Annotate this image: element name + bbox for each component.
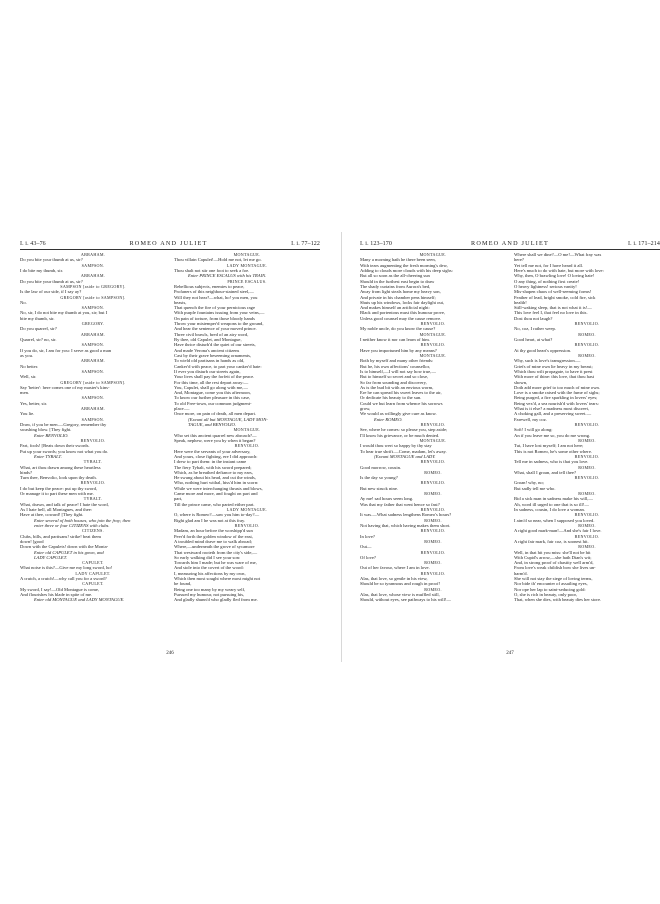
- head-left-ref: I. i. 43–76: [20, 241, 46, 247]
- verse-line: As is the bud bit with an envious worm,: [360, 384, 434, 390]
- verse-line: Profaners of this neighbour-stained steel,—: [174, 289, 254, 295]
- verse-line: Being one too many by my weary self,: [174, 586, 246, 592]
- verse-line: down! [good: [20, 538, 44, 544]
- verse-line: Is to himself,—I will not say how true,—: [360, 368, 436, 374]
- speaker-name: SAMPSON.: [81, 395, 105, 401]
- verse-line: Do you bite your thumb at us, sir?: [20, 257, 83, 263]
- verse-line: Or manage it to part these men with me.: [20, 491, 94, 497]
- text-columns: [20, 252, 320, 603]
- verse-line: And gladly shunn'd who gladly fled from me.: [174, 597, 258, 603]
- verse-line: In sadness, cousin, I do love a woman.: [514, 507, 585, 512]
- verse-line: Still-waking sleep, that is not what it is!—: [514, 305, 592, 311]
- speaker-name: CAPULET.: [82, 581, 104, 587]
- verse-line: A choking gall, and a preserving sweet.—: [514, 411, 592, 417]
- verse-line: I, measuring his affections by my own,: [174, 570, 246, 576]
- verse-line: Speak, nephew, were you by when it began?: [174, 437, 256, 443]
- speaker-name: BENVOLIO.: [80, 480, 106, 486]
- verse-line: This is not Romeo, he's some other where.: [514, 448, 593, 454]
- verse-line: Why, then, O brawling love! O loving hate!: [514, 273, 595, 279]
- speaker-name: ROMEO.: [578, 464, 596, 470]
- column-2: [514, 252, 660, 603]
- verse-line: Where shall we dine?—O me!—What fray was: [514, 252, 602, 257]
- speaker-name: ROMEO.: [424, 560, 442, 566]
- verse-line: here?: [514, 257, 524, 263]
- head-title: ROMEO AND JULIET: [129, 240, 208, 247]
- verse-line: Out—: [360, 544, 372, 550]
- verse-line: If you do, sir, I am for you: I serve as good a man: [20, 347, 112, 353]
- verse-line: Should be so tyrannous and rough in proof!: [360, 581, 440, 587]
- verse-line: But sadly tell me who.: [514, 485, 556, 491]
- verse-line: To wield old partisans in hands as old,: [174, 358, 245, 364]
- verse-line: be found,: [174, 581, 192, 587]
- verse-line: Doth add more grief to too much of mine own.: [514, 384, 600, 390]
- verse-line: Who, nothing hurt withal, hiss'd him in scorn:: [174, 480, 259, 486]
- verse-line: Once more, on pain of death, all men depart.: [174, 411, 257, 417]
- verse-line: Alas, that love, so gentle in his view,: [360, 576, 428, 582]
- verse-line: Here were the servants of your adversary,: [174, 448, 251, 454]
- verse-line: Quarrel, sir? no, sir.: [20, 337, 57, 342]
- verse-line: Where,—underneath the grove of sycamore: [174, 544, 255, 550]
- speaker-name: CITIZENS.: [82, 528, 104, 534]
- speaker-name: BENVOLIO.: [574, 321, 600, 327]
- verse-line: Have at thee, coward! [They fight.: [20, 512, 84, 518]
- speaker-name: ROMEO.: [424, 469, 442, 475]
- verse-line: You lie.: [20, 411, 35, 417]
- verse-line: So early walking did I see your son:: [174, 554, 241, 560]
- speaker-name: SAMPSON.: [81, 262, 105, 268]
- verse-line: as you.: [20, 352, 34, 358]
- verse-line: Part, fools! [Beats down their swords.: [20, 443, 90, 449]
- verse-line: Unless good counsel may the cause remove.: [360, 315, 442, 321]
- verse-line: Out of her favour, where I am in love.: [360, 565, 430, 571]
- verse-line: No better.: [20, 363, 39, 369]
- verse-line: And, Montague, come you this afternoon,: [174, 390, 251, 396]
- verse-line: To hear true shrift.—Come, madam, let's away.: [360, 448, 447, 454]
- verse-line: Have you importuned him by any means?: [360, 347, 437, 353]
- speaker-name: LADY MONTAGUE.: [226, 262, 268, 268]
- speaker-name: BENVOLIO.: [574, 342, 600, 348]
- verse-line: By thee, old Capulet, and Montague,: [174, 337, 242, 342]
- verse-line: So far from sounding and discovery,: [360, 379, 427, 385]
- verse-line: With Cupid's arrow,—she hath Dian's wit;: [514, 554, 592, 560]
- speaker-name: ROMEO.: [578, 522, 596, 528]
- verse-line: Or dedicate his beauty to the sun.: [360, 395, 422, 401]
- stage-direction: Enter old CAPULET in his gown, and: [34, 549, 104, 555]
- verse-line: Good heart, at what?: [514, 337, 553, 342]
- speaker-name: ROMEO.: [578, 352, 596, 358]
- verse-line: Clubs, bills, and partisans! strike! beat them: [20, 533, 101, 539]
- stage-direction: Enter TYBALT.: [34, 453, 62, 459]
- head-left-ref: I. i. 123–170: [360, 241, 392, 247]
- stage-direction: [Exeunt MONTAGUE and LADY.: [374, 453, 436, 459]
- verse-line: I aim'd so near, when I supposed you loved.: [514, 517, 595, 523]
- stage-direction: Enter several of both houses, who join the fray; then: [34, 517, 131, 523]
- verse-line: Rebellious subjects, enemies to peace,: [174, 283, 245, 289]
- verse-line: Bid a sick man in sadness make his will,—: [514, 496, 593, 502]
- head-right-ref: I. i. 77–122: [291, 241, 320, 247]
- verse-line: Being purged, a fire sparkling in lovers' eyes;: [514, 395, 598, 401]
- verse-line: With tears augmenting the fresh morning's dew,: [360, 262, 448, 268]
- verse-line: Three civil brawls, bred of an airy word,: [174, 331, 249, 337]
- verse-line: Do you quarrel, sir?: [20, 326, 57, 332]
- speaker-name: BENVOLIO.: [420, 321, 446, 327]
- verse-line: grow,: [360, 406, 371, 412]
- speaker-name: BENVOLIO.: [420, 459, 446, 465]
- verse-line: But all so soon as the all-cheering sun: [360, 273, 430, 279]
- verse-line: Soft! I will go along:: [514, 427, 553, 433]
- stage-direction: TAGUE, and BENVOLIO.: [188, 422, 237, 427]
- verse-line: It was.—What sadness lengthens Romeo's hours?: [360, 512, 452, 518]
- verse-line: Mis-shapen chaos of well-seeming forms!: [514, 289, 592, 295]
- verse-line: beasts,: [174, 299, 187, 305]
- verse-line: Yes, better, sir.: [20, 400, 48, 406]
- speaker-name: TYBALT.: [83, 496, 103, 502]
- verse-line: Tut, I have lost myself; I am not here;: [514, 443, 584, 449]
- verse-line: What noise is this?—Give me my long sword, ho!: [20, 565, 113, 571]
- verse-line: A troubled mind drave me to walk abroad;: [174, 538, 252, 544]
- speaker-name: BENVOLIO.: [574, 475, 600, 481]
- verse-line: Is the law of our side, if I say ay?: [20, 289, 82, 295]
- verse-line: Groan! why, no;: [514, 480, 544, 486]
- stage-direction: Enter BENVOLIO.: [34, 432, 69, 438]
- verse-line: place.—: [174, 406, 190, 412]
- verse-line: part,: [174, 496, 183, 502]
- speaker-name: BENVOLIO.: [420, 528, 446, 534]
- verse-line: Ay me! sad hours seem long.: [360, 496, 414, 502]
- verse-line: Ah, word ill urged to one that is so ill!—: [514, 501, 589, 507]
- verse-line: A crutch, a crutch!—why call you for a sword?: [20, 576, 107, 582]
- speaker-name: MONTAGUE.: [419, 252, 447, 257]
- speaker-name: ABRAHAM.: [80, 406, 106, 412]
- speaker-name: ROMEO.: [424, 586, 442, 592]
- verse-line: But he, his own affections' counsellor,: [360, 363, 431, 369]
- speaker-name: SAMPSON [aside to GREGORY].: [60, 283, 126, 289]
- verse-line: With purple fountains issuing from your veins,—: [174, 310, 265, 316]
- verse-line: Turn thee, Benvolio, look upon thy death.: [20, 475, 97, 481]
- verse-line: I do bite my thumb, sir.: [20, 267, 64, 273]
- column-1: [360, 252, 506, 603]
- speaker-name: BENVOLIO.: [420, 480, 446, 486]
- speaker-name: ABRAHAM.: [80, 331, 106, 337]
- verse-line: O heavy lightness! serious vanity!: [514, 283, 577, 289]
- verse-line: Say 'better': here comes one of my master's kins-: [20, 384, 110, 390]
- verse-line: And makes himself an artificial night:: [360, 305, 430, 311]
- verse-line: To know our further pleasure in this case,: [174, 395, 251, 401]
- verse-line: The shady curtains from Aurora's bed,: [360, 283, 431, 289]
- left-page: [20, 240, 320, 658]
- verse-line: Till the prince came, who parted either part.: [174, 501, 255, 507]
- speaker-name: ABRAHAM.: [80, 252, 106, 257]
- right-page: [360, 240, 660, 658]
- verse-line: Good morrow, cousin.: [360, 464, 402, 470]
- speaker-name: ROMEO.: [578, 491, 596, 497]
- verse-line: bite my thumb, sir.: [20, 315, 55, 321]
- running-head: [360, 240, 660, 250]
- speaker-name: ROMEO.: [424, 538, 442, 544]
- speaker-name: BENVOLIO.: [234, 443, 260, 449]
- verse-line: Your lives shall pay the forfeit of the peace.: [174, 374, 255, 380]
- verse-line: Do you bite your thumb at us, sir?: [20, 278, 83, 284]
- verse-line: And flourishes his blade in spite of me.: [20, 592, 93, 597]
- speaker-name: BENVOLIO.: [420, 570, 446, 576]
- verse-line: You, Capulet, shall go along with me,—: [174, 384, 248, 390]
- speaker-name: SAMPSON.: [81, 305, 105, 311]
- speaker-name: SAMPSON.: [81, 368, 105, 374]
- speaker-name: TYBALT.: [83, 459, 103, 465]
- speaker-name: BENVOLIO.: [574, 453, 600, 459]
- speaker-name: BENVOLIO.: [420, 549, 446, 555]
- verse-line: Which then most sought where most might not: [174, 576, 261, 582]
- verse-line: With more of thine: this love, that thou hast: [514, 374, 595, 380]
- verse-line: Who set this ancient quarrel new abroach?—: [174, 432, 257, 438]
- head-right-ref: I. i. 171–214: [628, 241, 660, 247]
- verse-line: No, coz, I rather weep.: [514, 326, 556, 332]
- verse-line: Thou villain Capulet!—Hold me not, let me go.: [174, 257, 262, 263]
- verse-line: But new struck nine.: [360, 485, 399, 491]
- verse-line: The fiery Tybalt, with his sword prepared;: [174, 464, 252, 470]
- verse-line: Is the day so young?: [360, 475, 398, 481]
- verse-line: But to himself so secret and so close,: [360, 374, 429, 380]
- verse-line: That quench the fire of your pernicious rage: [174, 305, 255, 311]
- speaker-name: GREGORY [aside to SAMPSON].: [60, 379, 126, 385]
- verse-line: At thy good heart's oppression.: [514, 347, 572, 353]
- speaker-name: MONTAGUE.: [233, 427, 261, 433]
- verse-line: Towards him I made; but he was ware of me,: [174, 560, 257, 566]
- speaker-name: GREGORY.: [81, 321, 105, 327]
- verse-line: Well, in that hit you miss: she'll not be hit: [514, 549, 591, 555]
- verse-line: Which thou wilt propagate, to have it prest: [514, 368, 593, 374]
- verse-line: Farewell, my coz.: [514, 416, 547, 422]
- verse-line: I would thou wert so happy by thy stay: [360, 443, 432, 449]
- verse-line: And private in his chamber pens himself;: [360, 294, 436, 300]
- speaker-name: CAPULET.: [82, 560, 104, 566]
- verse-line: And stole into the covert of the wood:: [174, 565, 244, 571]
- verse-line: Both by myself and many other friends:: [360, 358, 434, 364]
- verse-line: No.: [20, 299, 27, 305]
- speaker-name: BENVOLIO.: [420, 342, 446, 348]
- verse-line: A right good mark-man!—And she's fair I love.: [514, 528, 602, 534]
- head-title: ROMEO AND JULIET: [471, 240, 549, 247]
- verse-line: I neither know it nor can learn of him.: [360, 337, 431, 342]
- speaker-name: MONTAGUE.: [419, 331, 447, 337]
- verse-line: O, she is rich in beauty, only poor,: [514, 592, 578, 597]
- verse-line: In love?: [360, 533, 375, 539]
- speaker-name: BENVOLIO.: [80, 437, 106, 443]
- verse-line: See, where he comes: so please you, step aside;: [360, 427, 448, 433]
- speaker-name: PRINCE ESCALUS.: [227, 278, 267, 284]
- verse-line: What, drawn, and talk of peace! I hate the word,: [20, 501, 109, 507]
- verse-line: Tell me in sadness, who is that you love.: [514, 459, 589, 465]
- verse-line: Of love?: [360, 554, 376, 560]
- verse-line: From love's weak childish bow she lives un-: [514, 565, 596, 571]
- page-number: 246: [166, 651, 174, 656]
- verse-line: If ever you disturb our streets again,: [174, 368, 241, 374]
- verse-line: What, art thou drawn among these heartless: [20, 464, 101, 470]
- speaker-name: LADY CAPULET.: [75, 570, 111, 576]
- column-1: [20, 252, 166, 603]
- speaker-name: ABRAHAM.: [80, 273, 106, 279]
- verse-line: Canker'd with peace, to part your canker'd hate:: [174, 363, 262, 369]
- verse-line: I do but keep the peace: put up thy sword,: [20, 485, 98, 491]
- speaker-name: MONTAGUE.: [419, 352, 447, 358]
- speaker-name: BENVOLIO.: [234, 522, 260, 528]
- verse-line: harm'd.: [514, 570, 528, 576]
- speaker-name: ROMEO.: [578, 544, 596, 550]
- verse-line: No, sir, I do not bite my thumb at you, sir; but I: [20, 310, 108, 316]
- verse-line: And made Verona's ancient citizens: [174, 347, 240, 353]
- verse-line: shown,: [514, 379, 528, 385]
- verse-line: Being vex'd, a sea nourish'd with lovers' tears:: [514, 400, 599, 406]
- stage-direction: LADY CAPULET.: [34, 554, 68, 560]
- stage-direction: Enter ROMEO.: [374, 416, 403, 422]
- verse-line: Draw, if you be men.—Gregory, remember thy: [20, 422, 107, 427]
- verse-line: Madam, an hour before the worshipp'd sun: [174, 528, 253, 534]
- verse-line: My sword, I say!—Old Montague is come,: [20, 586, 100, 592]
- verse-line: A right fair mark, fair coz, is soonest hit.: [514, 538, 589, 544]
- verse-line: Have thrice disturb'd the quiet of our streets,: [174, 342, 256, 348]
- speaker-name: ABRAHAM.: [80, 358, 106, 364]
- speaker-name: GREGORY [aside to SAMPSON].: [60, 294, 126, 300]
- verse-line: Thou shalt not stir one foot to seek a foe.: [174, 267, 250, 273]
- text-columns: [360, 252, 660, 603]
- verse-line: Was that my father that went hence so fast?: [360, 501, 440, 507]
- verse-line: This love feel I, that feel no love in this.: [514, 310, 588, 316]
- verse-line: Why, such is love's transgression.—: [514, 358, 581, 364]
- verse-line: Nor ope her lap to saint-seducing gold:: [514, 586, 586, 592]
- verse-line: Nor bide th' encounter of assailing eyes,: [514, 581, 588, 587]
- speaker-name: BENVOLIO.: [574, 422, 600, 427]
- verse-line: Black and portentous must this humour prove,: [360, 310, 446, 316]
- verse-line: Griefs of mine own lie heavy in my breast;: [514, 363, 593, 369]
- verse-line: Shuts up his windows, locks fair daylight out,: [360, 299, 445, 305]
- verse-line: health!: [514, 299, 527, 305]
- speaker-name: BENVOLIO.: [574, 533, 600, 539]
- column-2: [174, 252, 320, 603]
- stage-direction: enter three or four CITIZENS with clubs.: [34, 522, 110, 528]
- verse-line: That, when she dies, with beauty dies her store.: [514, 597, 602, 603]
- verse-line: For this time, all the rest depart away:—: [174, 379, 249, 385]
- verse-line: Which, as he breathed defiance to my ears,: [174, 469, 253, 475]
- speaker-name: BENVOLIO.: [420, 422, 446, 427]
- verse-line: Came more and more, and fought on part and: [174, 491, 258, 497]
- verse-line: Ere he can spread his sweet leaves to the air,: [360, 390, 442, 396]
- verse-line: Pursued my humour, not pursuing his,: [174, 592, 245, 597]
- verse-line: men.: [20, 390, 30, 396]
- verse-line: Not having that, which having makes them short.: [360, 522, 451, 528]
- verse-line: Love is a smoke raised with the fume of sighs;: [514, 390, 600, 396]
- verse-line: Peer'd forth the golden window of the east,: [174, 533, 253, 539]
- verse-line: Adding to clouds more clouds with his deep sighs:: [360, 267, 453, 273]
- speaker-name: MONTAGUE.: [233, 252, 261, 257]
- verse-line: O any thing, of nothing first create!: [514, 278, 580, 284]
- verse-line: What, shall I groan, and tell thee?: [514, 469, 576, 475]
- verse-line: Down with the Capulets! down with the Monta-: [20, 544, 109, 550]
- stage-direction: Enter old MONTAGUE and LADY MONTAGUE.: [34, 597, 125, 603]
- verse-line: Well, sir.: [20, 374, 37, 380]
- verse-line: An if you leave me so, you do me wrong.: [514, 432, 591, 438]
- verse-line: Dost thou not laugh?: [514, 315, 553, 321]
- verse-line: Throw your mistemper'd weapons to the ground,: [174, 321, 264, 327]
- verse-line: While we were interchanging thrusts and blows,: [174, 485, 263, 491]
- verse-line: hinds?: [20, 469, 32, 475]
- verse-line: What is it else? a madness most discreet,: [514, 406, 590, 412]
- verse-line: Should, without eyes, see pathways to his will!—: [360, 597, 451, 603]
- verse-line: And, in strong proof of chastity well arm'd,: [514, 560, 594, 566]
- verse-line: Could we but learn from whence his sorrows: [360, 400, 443, 406]
- verse-line: Will they not hear?—what, ho! you men, you: [174, 294, 258, 300]
- page-number: 247: [506, 651, 514, 656]
- speaker-name: ROMEO.: [424, 517, 442, 523]
- verse-line: Alas, that love, whose view is muffled still,: [360, 592, 440, 597]
- verse-line: Cast by their grave beseeming ornaments,: [174, 352, 252, 358]
- verse-line: And yours, close fighting, ere I did approach:: [174, 453, 258, 459]
- verse-line: I drew to part them: in the instant came: [174, 459, 247, 465]
- verse-line: We would as willingly give cure as know.: [360, 411, 437, 417]
- verse-line: I'll know his grievance, or be much denied.: [360, 432, 440, 438]
- verse-line: Put up your swords; you know not what you do.: [20, 448, 109, 454]
- verse-line: swashing blow. [They fight.: [20, 427, 72, 433]
- running-head: [20, 240, 320, 250]
- verse-line: Feather of lead, bright smoke, cold fire, sick: [514, 294, 596, 300]
- verse-line: To old Free-town, our common judgment-: [174, 400, 252, 406]
- speaker-name: BENVOLIO.: [574, 512, 600, 518]
- verse-line: Right glad am I he was not at this fray.: [174, 517, 246, 523]
- verse-line: Here's much to do with hate, but more with love:: [514, 267, 604, 273]
- verse-line: That westward rooteth from the city's side,—: [174, 549, 258, 555]
- stage-direction: [Exeunt all but MONTAGUE, LADY MON-: [188, 416, 268, 422]
- speaker-name: ROMEO.: [424, 491, 442, 497]
- speaker-name: BENVOLIO.: [420, 507, 446, 512]
- verse-line: He swung about his head, and cut the winds,: [174, 475, 256, 481]
- book-gutter: [341, 232, 342, 662]
- verse-line: And hear the sentence of your moved prince.: [174, 326, 257, 332]
- speaker-name: MONTAGUE.: [419, 437, 447, 443]
- verse-line: Many a morning hath he there been seen,: [360, 257, 436, 263]
- speaker-name: LADY MONTAGUE.: [226, 507, 268, 512]
- stage-direction: Enter PRINCE ESCALUS with his TRAIN.: [188, 273, 267, 279]
- verse-line: Should in the furthest east begin to draw: [360, 278, 435, 284]
- verse-line: O, where is Romeo?—saw you him to-day?—: [174, 512, 260, 518]
- verse-line: My noble uncle, do you know the cause?: [360, 326, 436, 332]
- speaker-name: SAMPSON.: [81, 416, 105, 422]
- speaker-name: ROMEO.: [578, 331, 596, 337]
- verse-line: On pain of torture, from those bloody hands: [174, 315, 255, 321]
- verse-line: As I hate hell, all Montagues, and thee:: [20, 507, 93, 512]
- verse-line: Yet tell me not, for I have heard it all.: [514, 262, 584, 268]
- speaker-name: SAMPSON.: [81, 342, 105, 348]
- verse-line: Away from light steals home my heavy son,: [360, 289, 441, 295]
- speaker-name: ROMEO.: [578, 437, 596, 443]
- verse-line: She will not stay the siege of loving terms,: [514, 576, 593, 582]
